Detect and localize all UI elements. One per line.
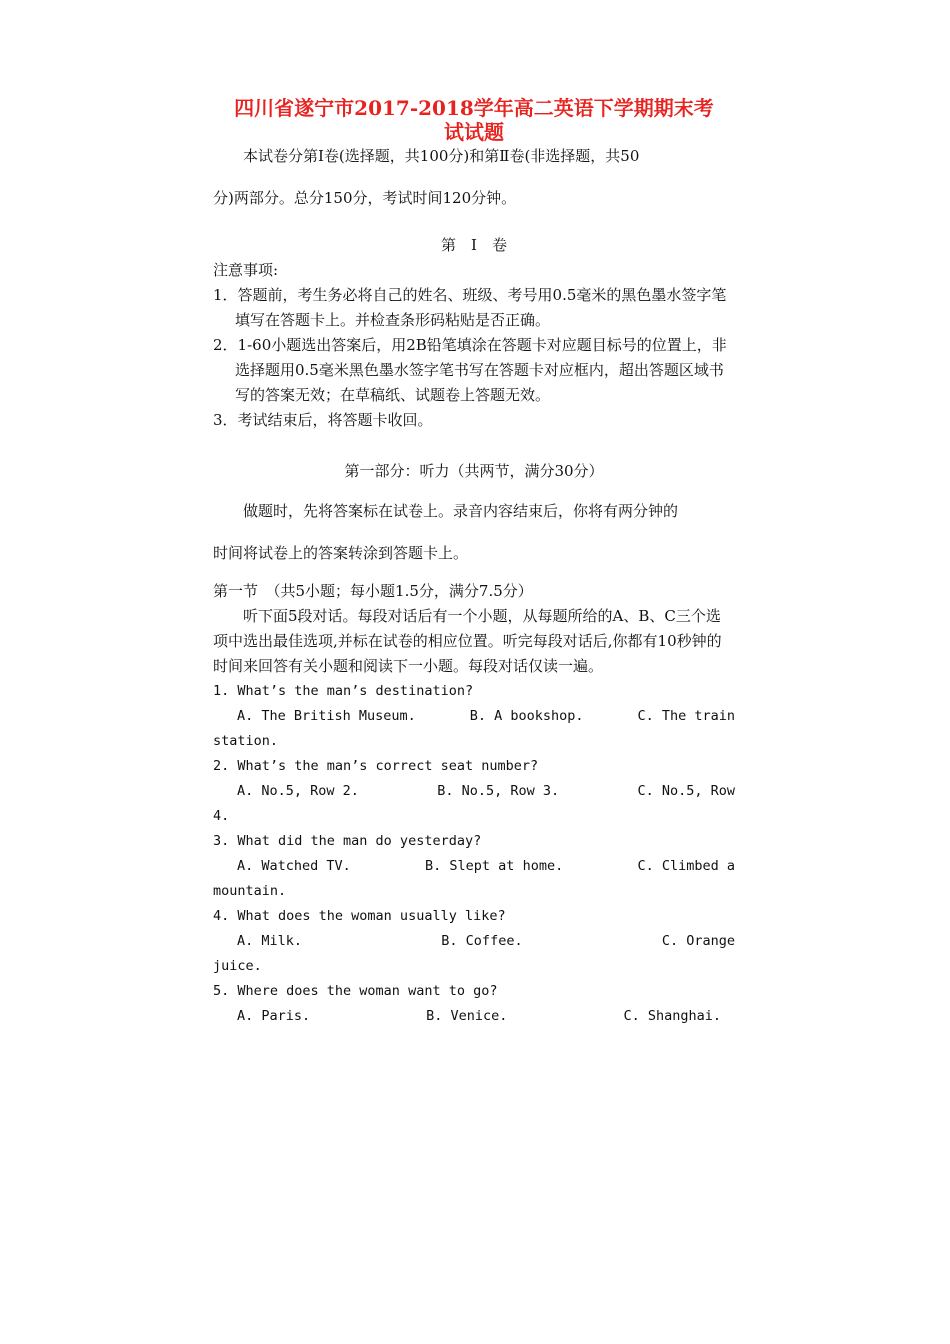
option-c: C. Shanghai.: [623, 1008, 721, 1024]
section1-heading: 第一节 （共5小题；每小题1.5分，满分7.5分）: [213, 582, 533, 600]
question-list: [213, 679, 735, 1029]
notes-heading: 注意事项:: [213, 261, 279, 279]
question-item: [213, 829, 735, 904]
option-b: B. Venice.: [426, 1008, 508, 1024]
option-row: [213, 1004, 735, 1029]
intro-line2: 分)两部分。总分150分，考试时间120分钟。: [213, 189, 517, 207]
page-title-line2: 试试题: [444, 120, 504, 144]
option-a: A. No.5, Row 2.: [237, 783, 359, 799]
option-c-wrap: mountain.: [213, 883, 287, 899]
option-c: C. The train: [637, 708, 735, 724]
exam-page: [213, 96, 735, 1029]
intro-line1: 本试卷分第Ⅰ卷(选择题，共100分)和第Ⅱ卷(非选择题，共50: [243, 147, 640, 165]
option-c: C. Orange: [661, 933, 735, 949]
option-row: [213, 854, 735, 879]
volume-heading: 第 Ⅰ 卷: [441, 236, 507, 254]
option-row: [213, 779, 735, 804]
option-c-wrap: juice.: [213, 958, 262, 974]
question-item: [213, 679, 735, 754]
option-c-wrap: 4.: [213, 808, 230, 824]
option-b: B. No.5, Row 3.: [437, 783, 560, 799]
question-item: [213, 979, 735, 1029]
option-c: C. Climbed a: [637, 858, 735, 874]
note-item: 2．1-60小题选出答案后，用2B铅笔填涂在答题卡对应题目标号的位置上，非选择题用0.5毫米黑色墨水签字笔书写在答题卡对应框内，超出答题区域书写的答案无效；在草稿纸、试题卷上答题无效。: [213, 336, 727, 404]
section1-instruction: 听下面5段对话。每段对话后有一个小题，从每题所给的A、B、C三个选项中选出最佳选项,并标在试卷的相应位置。听完每段对话后,你都有10秒钟的时间来回答有关小题和阅读下一小题。每段对话仅读一遍。: [213, 607, 722, 675]
option-b: B. Slept at home.: [425, 858, 564, 874]
option-c: C. No.5, Row: [637, 783, 735, 799]
option-c-wrap: station.: [213, 733, 279, 749]
question-stem: 3. What did the man do yesterday?: [213, 833, 482, 849]
question-stem: 5. Where does the woman want to go?: [213, 983, 498, 999]
note-item: 3．考试结束后，将答题卡收回。: [213, 411, 433, 429]
question-stem: 2. What’s the man’s correct seat number?: [213, 758, 539, 774]
option-a: A. The British Museum.: [237, 708, 416, 724]
option-b: B. Coffee.: [441, 933, 523, 949]
option-a: A. Paris.: [237, 1008, 311, 1024]
question-item: [213, 754, 735, 829]
question-stem: 1. What’s the man’s destination?: [213, 683, 474, 699]
option-row: [213, 929, 735, 954]
option-row: [213, 704, 735, 729]
option-a: A. Milk.: [237, 933, 303, 949]
part1-instruction-line2: 时间将试卷上的答案转涂到答题卡上。: [213, 544, 469, 562]
question-stem: 4. What does the woman usually like?: [213, 908, 506, 924]
option-b: B. A bookshop.: [469, 708, 584, 724]
part1-heading: 第一部分：听力（共两节，满分30分）: [344, 462, 604, 480]
page-title-line1: 四川省遂宁市2017-2018学年高二英语下学期期末考: [234, 96, 714, 120]
option-a: A. Watched TV.: [237, 858, 351, 874]
part1-instruction-line1: 做题时，先将答案标在试卷上。录音内容结束后，你将有两分钟的: [243, 502, 679, 520]
question-item: [213, 904, 735, 979]
note-item: 1．答题前，考生务必将自己的姓名、班级、考号用0.5毫米的黑色墨水签字笔填写在答题卡上。并检查条形码粘贴是否正确。: [213, 286, 727, 329]
